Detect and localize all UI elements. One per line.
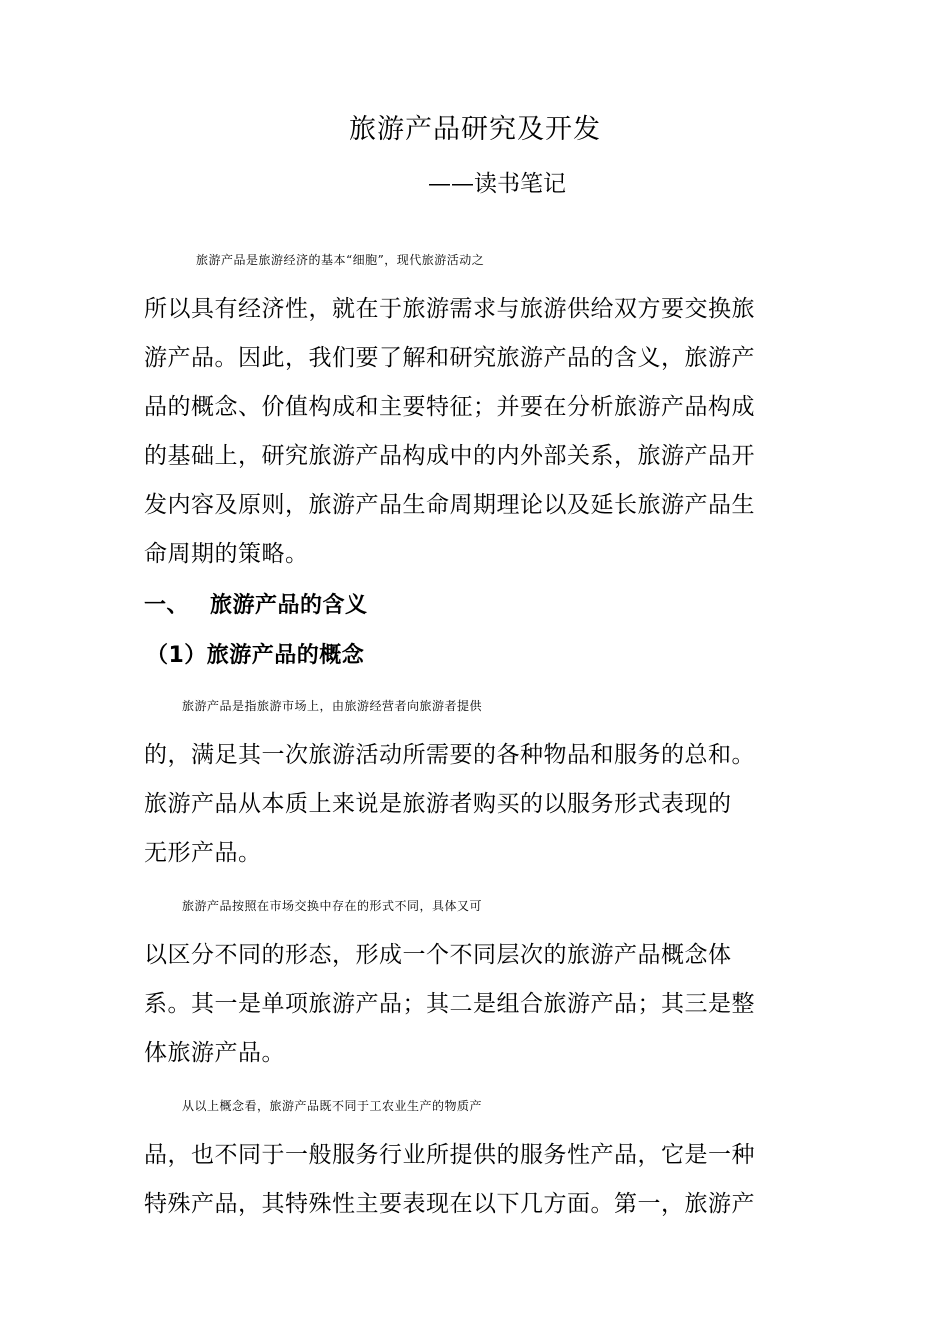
paragraph-line: 旅游产品是指旅游市场上，由旅游经营者向旅游者提供 [182, 699, 483, 713]
document-subtitle: ——读书笔记 [428, 171, 566, 197]
paragraph-line: 旅游产品按照在市场交换中存在的形式不同，具体又可 [182, 899, 483, 913]
paragraph-line: 品的概念、价值构成和主要特征；并要在分析旅游产品构成 [144, 394, 755, 420]
section-heading [144, 588, 844, 624]
section-number: 一、 [144, 593, 190, 618]
paragraph-line: 系。其一是单项旅游产品；其二是组合旅游产品；其三是整 [144, 991, 755, 1017]
paragraph-line: 体旅游产品。 [144, 1040, 285, 1066]
paragraph-line: 旅游产品是旅游经济的基本“细胞”，现代旅游活动之 [196, 253, 485, 267]
paragraph-line: 的，满足其一次旅游活动所需要的各种物品和服务的总和。 [144, 742, 755, 768]
paragraph-line: 命周期的策略。 [144, 541, 309, 567]
document-title: 旅游产品研究及开发 [349, 114, 601, 145]
paragraph-line: 特殊产品，其特殊性主要表现在以下几方面。第一，旅游产 [144, 1191, 755, 1217]
paragraph-line: 以区分不同的形态，形成一个不同层次的旅游产品概念体 [144, 942, 732, 968]
paragraph-line: 无形产品。 [144, 840, 262, 866]
paragraph-line: 所以具有经济性，就在于旅游需求与旅游供给双方要交换旅 [144, 296, 755, 322]
paragraph-line: 品，也不同于一般服务行业所提供的服务性产品，它是一种 [144, 1142, 755, 1168]
paragraph-line: 发内容及原则，旅游产品生命周期理论以及延长旅游产品生 [144, 492, 755, 518]
paragraph-line: 的基础上，研究旅游产品构成中的内外部关系，旅游产品开 [144, 443, 755, 469]
section-title: 旅游产品的含义 [210, 593, 368, 618]
paragraph-line: 游产品。因此，我们要了解和研究旅游产品的含义，旅游产 [144, 345, 755, 371]
subsection-heading: （1）旅游产品的概念 [146, 643, 365, 668]
paragraph-line: 旅游产品从本质上来说是旅游者购买的以服务形式表现的 [144, 791, 732, 817]
paragraph-line: 从以上概念看，旅游产品既不同于工农业生产的物质产 [182, 1099, 483, 1113]
